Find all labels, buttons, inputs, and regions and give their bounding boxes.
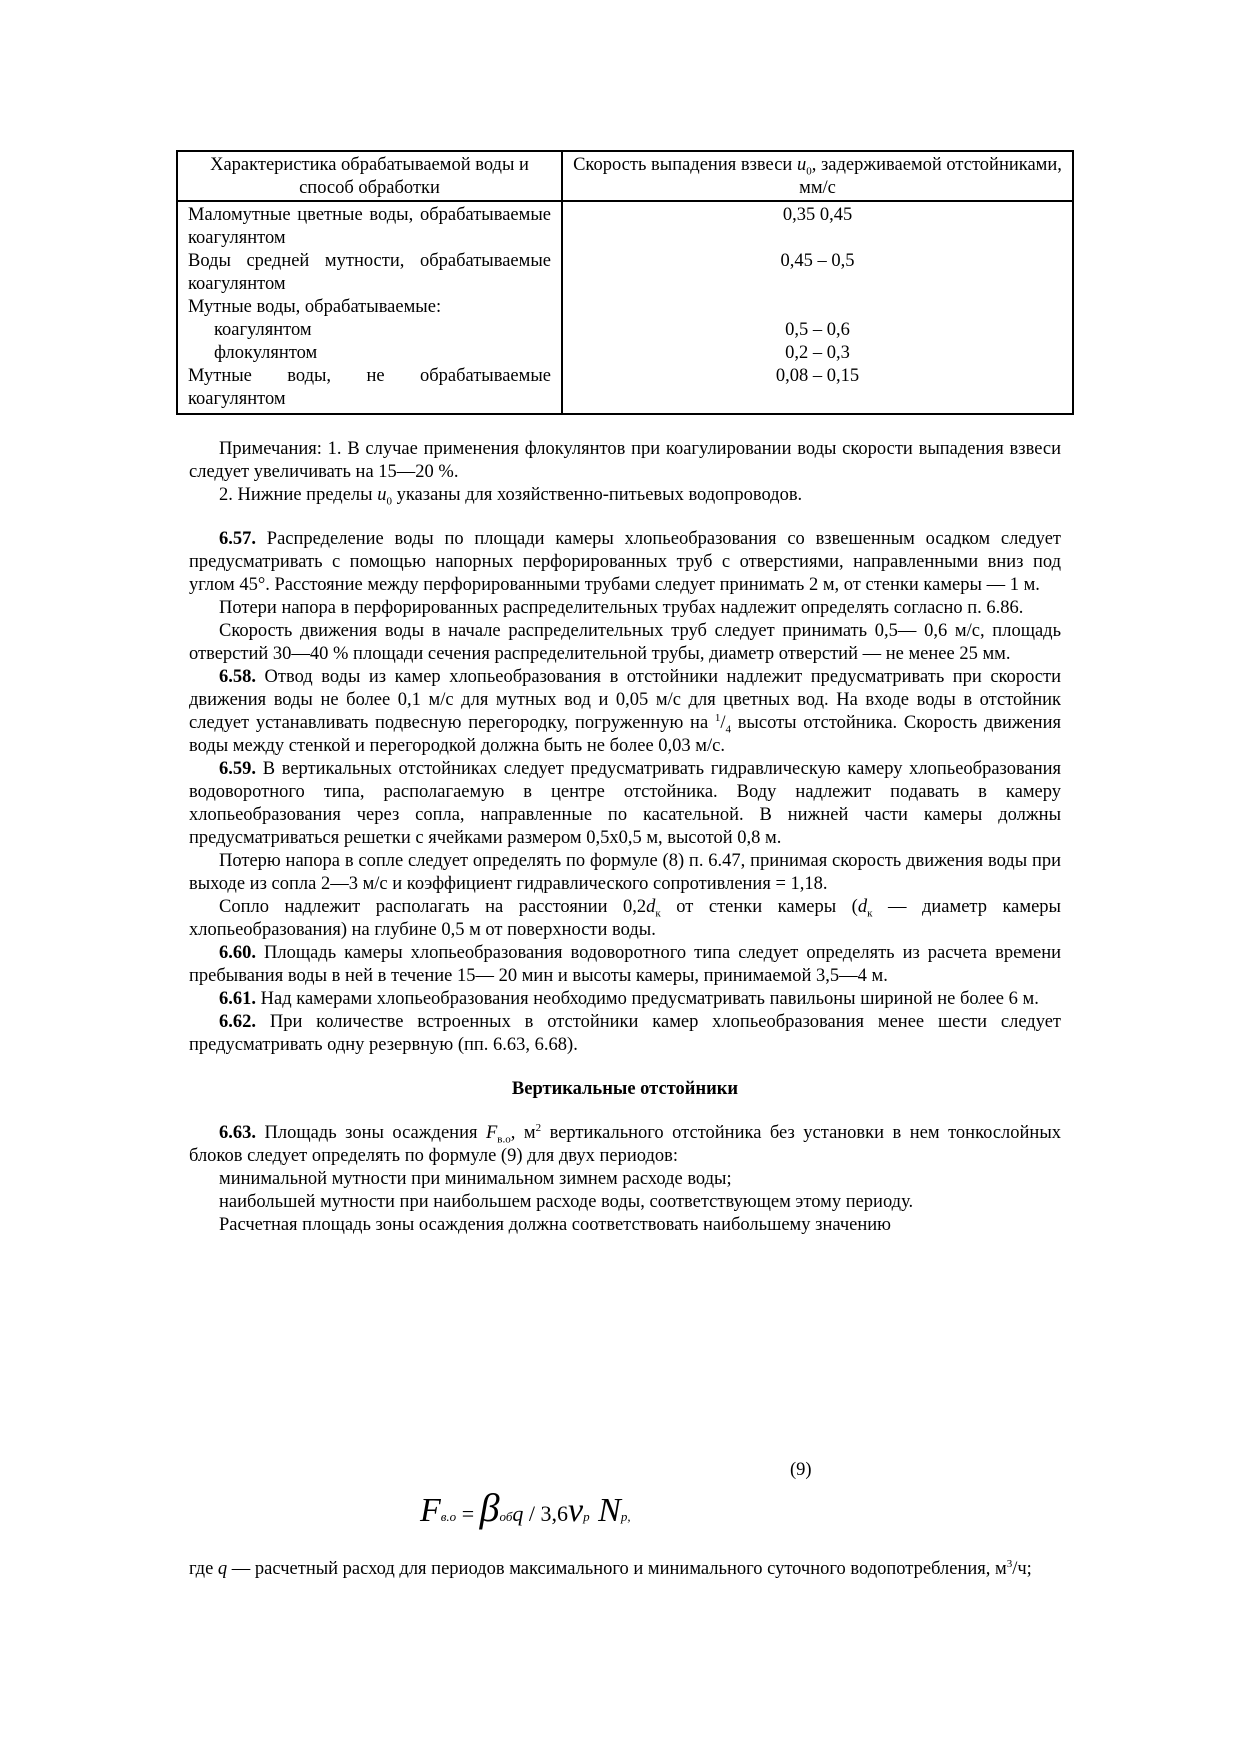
main-text <box>189 438 1061 1237</box>
section-heading: Вертикальные отстойники <box>511 1079 739 1099</box>
where-definition: где q — расчетный расход для периодов максимального и минимального суточного водопотребления, $м^3/ч$; <box>189 1557 1032 1579</box>
list-item: наибольшей мутности при наибольшем расходе воды, соответствующем этому периоду. <box>219 1192 914 1212</box>
row-value: 0,45 – 0,5 <box>780 251 855 271</box>
row-label: Мутные воды, обрабатываемые: <box>188 297 442 317</box>
table-row <box>177 250 1073 296</box>
list-item: Расчетная площадь зоны осаждения должна соответствовать наибольшему значению <box>219 1215 891 1235</box>
note-1: Примечания: 1. В случае применения флокулянтов при коагулировании воды скорости выпадения взвеси следует увеличивать на 15—20 %. <box>189 439 1061 482</box>
row-label: коагулянтом <box>214 320 312 340</box>
table-row <box>177 365 1073 414</box>
table-row <box>177 319 1073 342</box>
table-row <box>177 296 1073 319</box>
row-value: 0,2 – 0,3 <box>785 343 850 363</box>
clause-6-59: 6.59. В вертикальных отстойниках следует предусматривать гидравлическую камеру хлопьеобразования водоворотного типа, располагаемую в центре отстойника. Воду надлежит подавать в камеру хлопьеобразования через сопла, направленные по касательной. В нижней части камеры должны предусматриваться решетки с ячейками размером 0,5х0,5 м, высотой 0,8 м. <box>189 759 1061 848</box>
table-row <box>177 342 1073 365</box>
row-value <box>562 296 1073 319</box>
clause-6-57: 6.57. Распределение воды по площади камеры хлопьеобразования со взвешенным осадком следует предусматривать с помощью напорных перфорированных труб с отверстиями, направленными вниз под углом 45°. Расстояние между перфорированными трубами следует принимать 2 м, от стенки камеры — 1 м. <box>189 529 1061 595</box>
clause-number: 6.63. <box>219 1123 256 1143</box>
row-label: Воды средней мутности, обрабатываемые коагулянтом <box>188 251 551 294</box>
clause-6-58: 6.58. Отвод воды из камер хлопьеобразования в отстойники надлежит предусматривать при скорости движения воды не более 0,1 м/с для мутных вод и 0,05 м/с для цветных вод. На входе воды в отстойник следует устанавливать подвесную перегородку, погруженную на $^1/_4$ высоты отстойника. Скорость движения воды между стенкой и перегородкой должна быть не более 0,03 м/с. <box>189 667 1062 756</box>
where-text <box>189 1558 1061 1581</box>
clause-6-62: 6.62. При количестве встроенных в отстойники камер хлопьеобразования менее шести следует предусматривать одну резервную (пп. 6.63, 6.68). <box>189 1012 1062 1055</box>
table-header-row <box>177 151 1073 201</box>
formula-9: Fв.о = βобq / 3,6vр Nр, <box>420 1485 631 1530</box>
clause-paragraph: Потерю напора в сопле следует определять по формуле (8) п. 6.47, принимая скорость движения воды при выходе из сопла 2—3 м/с и коэффициент гидравлического сопротивления = 1,18. <box>189 851 1061 894</box>
clause-6-60: 6.60. Площадь камеры хлопьеобразования водоворотного типа следует определять из расчета времени пребывания воды в ней в течение 15— 20 мин и высоты камеры, принимаемой 3,5—4 м. <box>189 943 1062 986</box>
row-value: 0,5 – 0,6 <box>785 320 850 340</box>
table-row <box>177 201 1073 250</box>
settling-speed-table <box>176 150 1074 415</box>
clause-number: 6.59. <box>219 759 256 779</box>
clause-6-63: 6.63. Площадь зоны осаждения $F_{в.о}$, $м^2$ вертикального отстойника без установки в нем тонкослойных блоков следует определять по формуле (9) для двух периодов: <box>189 1121 1061 1166</box>
row-value: 0,08 – 0,15 <box>775 366 860 386</box>
row-label: Маломутные цветные воды, обрабатываемые коагулянтом <box>188 205 551 248</box>
clause-number: 6.58. <box>219 667 256 687</box>
row-value: 0,35 0,45 <box>782 205 853 225</box>
clause-paragraph: Скорость движения воды в начале распределительных труб следует принимать 0,5— 0,6 м/с, площадь отверстий 30—40 % площади сечения распределительной трубы, диаметр отверстий — не менее 25 мм. <box>189 621 1061 664</box>
note-2: 2. Нижние пределы $u_0$ указаны для хозяйственно-питьевых водопроводов. <box>219 485 803 508</box>
clause-6-61: 6.61. Над камерами хлопьеобразования необходимо предусматривать павильоны шириной не более 6 м. <box>219 989 1039 1009</box>
clause-paragraph: Потери напора в перфорированных распределительных трубах надлежит определять согласно п. 6.86. <box>219 598 1024 618</box>
list-item: минимальной мутности при минимальном зимнем расходе воды; <box>219 1169 732 1189</box>
row-label: Мутные воды, не обрабатываемые коагулянтом <box>188 366 551 409</box>
row-label: флокулянтом <box>214 343 318 363</box>
clause-number: 6.61. <box>219 989 256 1009</box>
clause-number: 6.62. <box>219 1012 256 1032</box>
table-header-speed: Скорость выпадения взвеси $u_0$, задерживаемой отстойниками, мм/с <box>562 151 1073 201</box>
clause-number: 6.57. <box>219 529 256 549</box>
clause-paragraph: Сопло надлежит располагать на расстоянии $0,2d_к$ от стенки камеры ($d_к$ — диаметр камеры хлопьеобразования) на глубине 0,5 м от поверхности воды. <box>189 897 1061 940</box>
clause-number: 6.60. <box>219 943 256 963</box>
formula-number: (9) <box>790 1460 812 1480</box>
table-header-characteristic: Характеристика обрабатываемой воды и способ обработки <box>177 151 562 201</box>
